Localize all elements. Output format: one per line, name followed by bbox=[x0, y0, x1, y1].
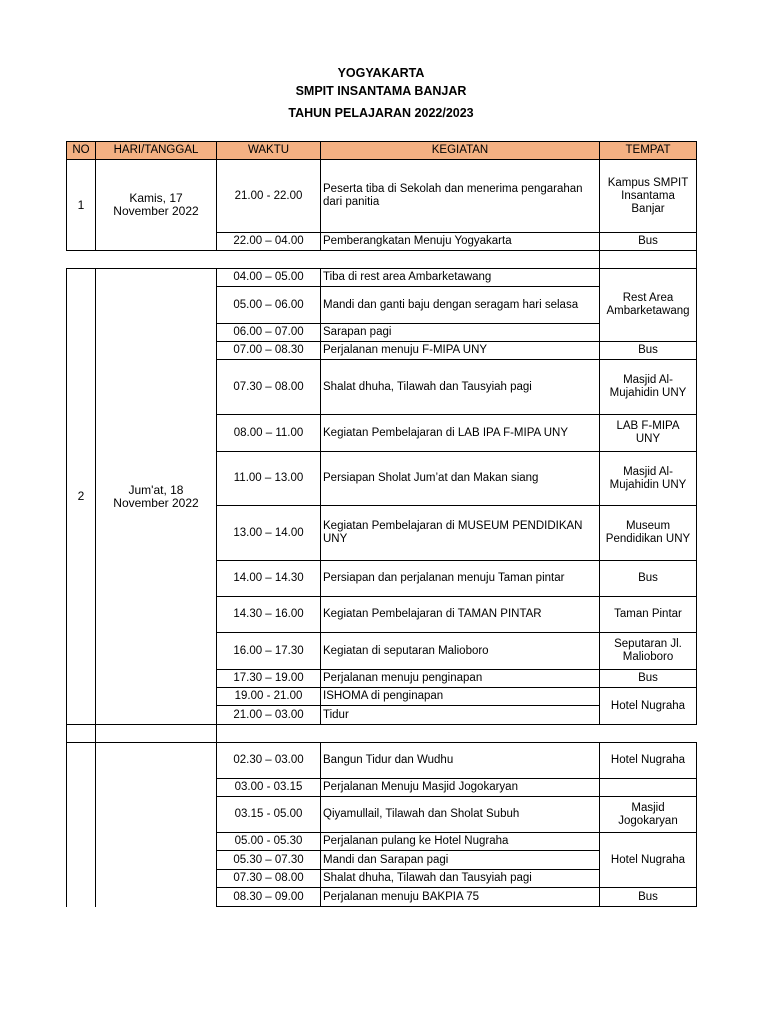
activity-cell: Shalat dhuha, Tilawah dan Tausyiah pagi bbox=[321, 870, 600, 888]
time-cell: 02.30 – 03.00 bbox=[217, 743, 321, 779]
title-school-year: TAHUN PELAJARAN 2022/2023 bbox=[288, 106, 474, 120]
place-cell: Bus bbox=[600, 233, 697, 251]
column-header-day: HARI/TANGGAL bbox=[96, 142, 217, 160]
place-cell: Taman Pintar bbox=[600, 597, 697, 633]
place-cell: LAB F-MIPA UNY bbox=[600, 415, 697, 452]
place-cell: Bus bbox=[600, 888, 697, 907]
separator-cell bbox=[96, 725, 217, 743]
place-cell: Kampus SMPIT Insantama Banjar bbox=[600, 160, 697, 233]
activity-cell: Perjalanan menuju BAKPIA 75 bbox=[321, 888, 600, 907]
activity-cell: Mandi dan ganti baju dengan seragam hari selasa bbox=[321, 287, 600, 324]
activity-cell: Persiapan Sholat Jum’at dan Makan siang bbox=[321, 452, 600, 506]
activity-cell: Perjalanan pulang ke Hotel Nugraha bbox=[321, 833, 600, 851]
time-cell: 08.30 – 09.00 bbox=[217, 888, 321, 907]
schedule-row bbox=[67, 160, 697, 233]
activity-cell: Kegiatan di seputaran Malioboro bbox=[321, 633, 600, 670]
time-cell: 21.00 - 22.00 bbox=[217, 160, 321, 233]
time-cell: 07.00 – 08.30 bbox=[217, 342, 321, 360]
time-cell: 22.00 – 04.00 bbox=[217, 233, 321, 251]
no-cell: 1 bbox=[67, 160, 96, 251]
place-cell: Hotel Nugraha bbox=[600, 688, 697, 725]
place-cell: Masjid Al-Mujahidin UNY bbox=[600, 452, 697, 506]
time-cell: 13.00 – 14.00 bbox=[217, 506, 321, 561]
schedule-row bbox=[67, 743, 697, 779]
activity-cell: Peserta tiba di Sekolah dan menerima pengarahan dari panitia bbox=[321, 160, 600, 233]
activity-cell: Perjalanan menuju F-MIPA UNY bbox=[321, 342, 600, 360]
time-cell: 05.30 – 07.30 bbox=[217, 851, 321, 870]
activity-cell: Tiba di rest area Ambarketawang bbox=[321, 269, 600, 287]
place-cell: Seputaran Jl. Malioboro bbox=[600, 633, 697, 670]
activity-cell: Pemberangkatan Menuju Yogyakarta bbox=[321, 233, 600, 251]
column-header-activity: KEGIATAN bbox=[321, 142, 600, 160]
activity-cell: Qiyamullail, Tilawah dan Sholat Subuh bbox=[321, 797, 600, 833]
time-cell: 04.00 – 05.00 bbox=[217, 269, 321, 287]
separator-cell bbox=[217, 725, 697, 743]
time-cell: 08.00 – 11.00 bbox=[217, 415, 321, 452]
schedule-row bbox=[67, 269, 697, 287]
place-cell: Hotel Nugraha bbox=[600, 833, 697, 888]
time-cell: 07.30 – 08.00 bbox=[217, 870, 321, 888]
activity-cell: Kegiatan Pembelajaran di TAMAN PINTAR bbox=[321, 597, 600, 633]
activity-cell: Shalat dhuha, Tilawah dan Tausyiah pagi bbox=[321, 360, 600, 415]
separator-row bbox=[67, 251, 697, 269]
activity-cell: ISHOMA di penginapan bbox=[321, 688, 600, 706]
activity-cell: Persiapan dan perjalanan menuju Taman pintar bbox=[321, 561, 600, 597]
no-cell bbox=[67, 743, 96, 907]
time-cell: 03.15 - 05.00 bbox=[217, 797, 321, 833]
day-cell: Jum'at, 18 November 2022 bbox=[96, 269, 217, 725]
activity-cell: Bangun Tidur dan Wudhu bbox=[321, 743, 600, 779]
place-cell bbox=[600, 779, 697, 797]
time-cell: 14.30 – 16.00 bbox=[217, 597, 321, 633]
time-cell: 19.00 - 21.00 bbox=[217, 688, 321, 706]
day-cell bbox=[96, 743, 217, 907]
separator-cell bbox=[67, 725, 96, 743]
place-cell: Bus bbox=[600, 670, 697, 688]
time-cell: 11.00 – 13.00 bbox=[217, 452, 321, 506]
time-cell: 17.30 – 19.00 bbox=[217, 670, 321, 688]
title-city: YOGYAKARTA bbox=[337, 66, 425, 80]
activity-cell: Kegiatan Pembelajaran di LAB IPA F-MIPA UNY bbox=[321, 415, 600, 452]
time-cell: 21.00 – 03.00 bbox=[217, 706, 321, 725]
activity-cell: Mandi dan Sarapan pagi bbox=[321, 851, 600, 870]
place-cell: Museum Pendidikan UNY bbox=[600, 506, 697, 561]
title-school: SMPIT INSANTAMA BANJAR bbox=[295, 84, 467, 98]
place-cell: Masjid Jogokaryan bbox=[600, 797, 697, 833]
schedule-table bbox=[66, 141, 697, 907]
separator-cell bbox=[67, 251, 600, 269]
time-cell: 05.00 – 06.00 bbox=[217, 287, 321, 324]
time-cell: 05.00 - 05.30 bbox=[217, 833, 321, 851]
activity-cell: Tidur bbox=[321, 706, 600, 725]
activity-cell: Perjalanan menuju penginapan bbox=[321, 670, 600, 688]
time-cell: 03.00 - 03.15 bbox=[217, 779, 321, 797]
time-cell: 07.30 – 08.00 bbox=[217, 360, 321, 415]
time-cell: 14.00 – 14.30 bbox=[217, 561, 321, 597]
place-cell: Rest Area Ambarketawang bbox=[600, 269, 697, 342]
place-cell: Hotel Nugraha bbox=[600, 743, 697, 779]
column-header-time: WAKTU bbox=[217, 142, 321, 160]
column-header-place: TEMPAT bbox=[600, 142, 697, 160]
place-cell: Bus bbox=[600, 561, 697, 597]
place-cell: Masjid Al-Mujahidin UNY bbox=[600, 360, 697, 415]
column-header-no: NO bbox=[67, 142, 96, 160]
separator-cell bbox=[600, 251, 697, 269]
separator-row bbox=[67, 725, 697, 743]
time-cell: 06.00 – 07.00 bbox=[217, 324, 321, 342]
activity-cell: Perjalanan Menuju Masjid Jogokaryan bbox=[321, 779, 600, 797]
no-cell: 2 bbox=[67, 269, 96, 725]
day-cell: Kamis, 17 November 2022 bbox=[96, 160, 217, 251]
activity-cell: Sarapan pagi bbox=[321, 324, 600, 342]
time-cell: 16.00 – 17.30 bbox=[217, 633, 321, 670]
header-row bbox=[67, 142, 697, 160]
place-cell: Bus bbox=[600, 342, 697, 360]
activity-cell: Kegiatan Pembelajaran di MUSEUM PENDIDIKAN UNY bbox=[321, 506, 600, 561]
